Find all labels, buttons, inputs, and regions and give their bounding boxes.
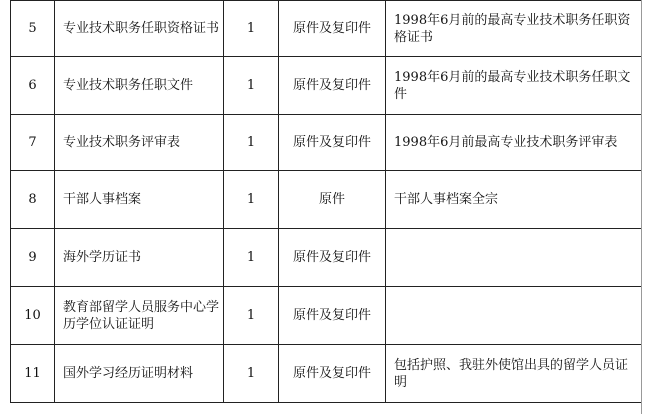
document-form: 原件及复印件: [279, 1, 386, 57]
material-name: 专业技术职务任职文件: [55, 57, 224, 115]
document-form: 原件及复印件: [279, 229, 386, 287]
document-form: 原件及复印件: [279, 57, 386, 115]
page-edge-divider: [641, 0, 642, 414]
row-number: 8: [11, 171, 55, 229]
quantity: 1: [224, 345, 279, 403]
material-name: 教育部留学人员服务中心学历学位认证证明: [55, 287, 224, 345]
remark: 干部人事档案全宗: [386, 171, 642, 229]
row-number: 7: [11, 115, 55, 171]
quantity: 1: [224, 57, 279, 115]
row-number: 11: [11, 345, 55, 403]
table-row: [11, 171, 642, 229]
document-form: 原件及复印件: [279, 345, 386, 403]
quantity: 1: [224, 171, 279, 229]
document-form: 原件及复印件: [279, 115, 386, 171]
row-number: 9: [11, 229, 55, 287]
table-row: [11, 229, 642, 287]
material-name: 专业技术职务任职资格证书: [55, 1, 224, 57]
remark: 1998年6月前的最高专业技术职务任职资格证书: [386, 1, 642, 57]
table-row: [11, 287, 642, 345]
table-row: [11, 115, 642, 171]
quantity: 1: [224, 287, 279, 345]
document-form: 原件: [279, 171, 386, 229]
materials-table: [10, 0, 642, 403]
remark: 1998年6月前最高专业技术职务评审表: [386, 115, 642, 171]
material-name: 干部人事档案: [55, 171, 224, 229]
material-name: 专业技术职务评审表: [55, 115, 224, 171]
material-name: 国外学习经历证明材料: [55, 345, 224, 403]
remark: 包括护照、我驻外使馆出具的留学人员证明: [386, 345, 642, 403]
row-number: 6: [11, 57, 55, 115]
table-row: [11, 57, 642, 115]
quantity: 1: [224, 229, 279, 287]
remark: [386, 229, 642, 287]
material-name: 海外学历证书: [55, 229, 224, 287]
table-row: [11, 1, 642, 57]
row-number: 10: [11, 287, 55, 345]
document-form: 原件及复印件: [279, 287, 386, 345]
remark: 1998年6月前的最高专业技术职务任职文件: [386, 57, 642, 115]
quantity: 1: [224, 115, 279, 171]
row-number: 5: [11, 1, 55, 57]
remark: [386, 287, 642, 345]
table-row: [11, 345, 642, 403]
quantity: 1: [224, 1, 279, 57]
